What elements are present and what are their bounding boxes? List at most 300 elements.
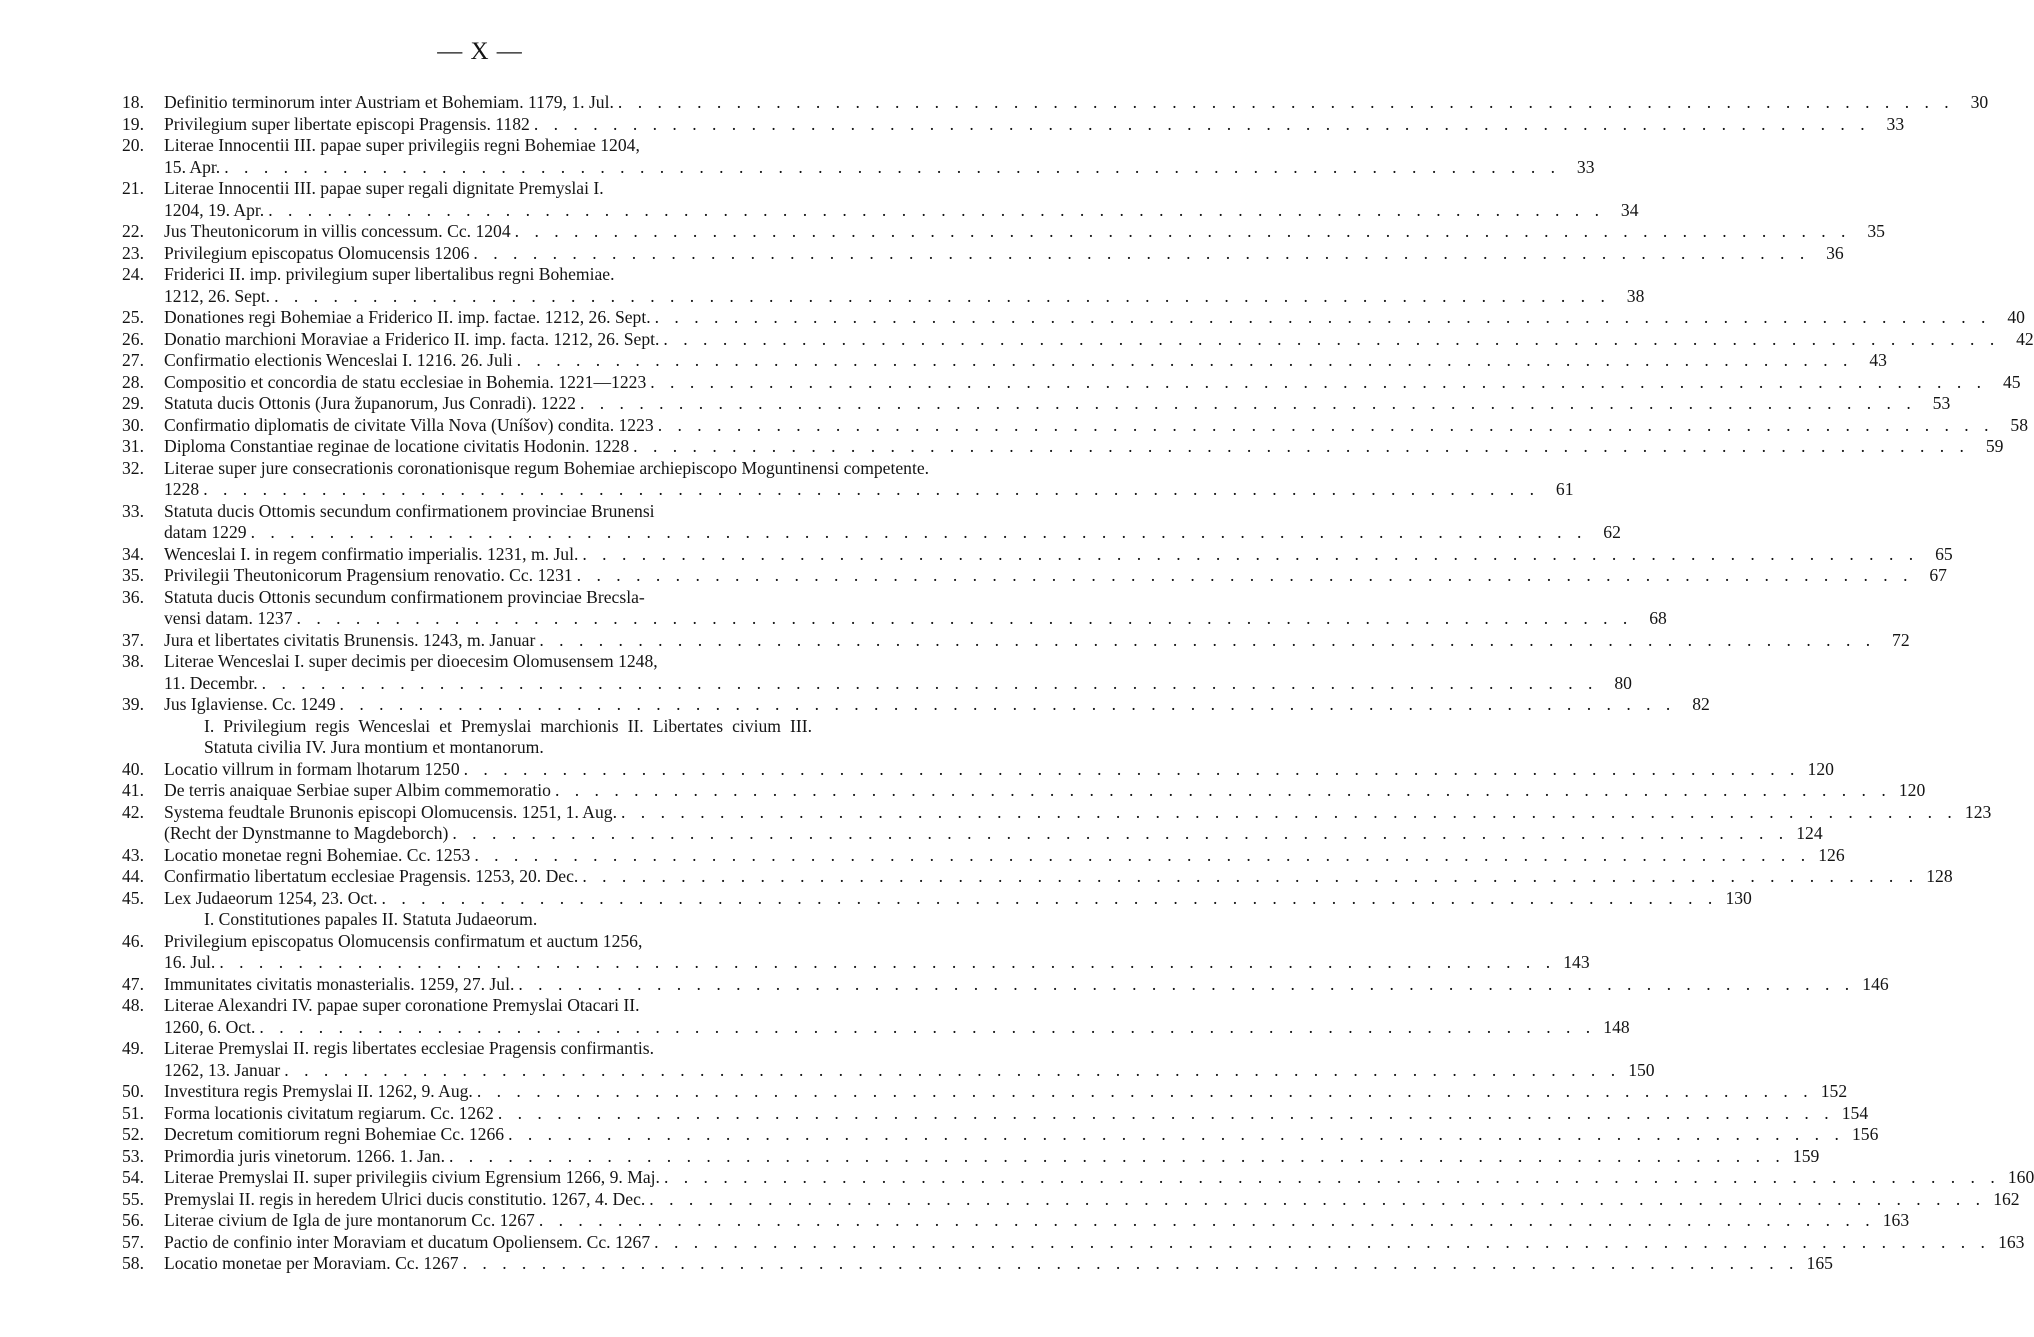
entry-title-end: 16. Jul.: [164, 952, 216, 972]
page-number: 154: [1841, 1102, 1869, 1123]
page-number: 150: [1628, 1059, 1655, 1080]
toc-entry: [122, 844, 1845, 867]
dot-leader: [297, 608, 1633, 630]
entry-number: 31.: [122, 436, 144, 456]
entry-text: [164, 780, 1925, 802]
entry-text: [164, 1146, 1819, 1168]
page-number: 120: [1898, 780, 1926, 800]
dot-leader: [621, 802, 1957, 824]
entry-title-end: Pactio de confinio inter Moraviam et ducatum Opoliensem. Cc. 1267: [164, 1231, 651, 1252]
page-number: 53: [1932, 393, 1951, 413]
entry-number: 19.: [122, 113, 144, 134]
entry-number: 38.: [122, 651, 144, 671]
toc-entry: [122, 629, 1910, 652]
toc-entry: [122, 758, 1834, 781]
page-number: 156: [1851, 1124, 1879, 1144]
entry-number: 52.: [122, 1124, 144, 1144]
entry-title-end: 1260, 6. Oct.: [164, 1016, 256, 1037]
page-number: 45: [2002, 371, 2021, 392]
toc-entry: [122, 92, 1989, 114]
entry-number: 28.: [122, 371, 144, 392]
entry-text: [164, 415, 2028, 437]
entry-title-end: Decretum comitiorum regni Bohemiae Cc. 1266: [164, 1124, 505, 1144]
entry-title-end: Literae Premyslai II. super privilegiis civium Egrensium 1266, 9. Maj.: [164, 1167, 660, 1187]
entry-last-line: [164, 823, 1823, 845]
dot-leader: [555, 780, 1891, 802]
entry-title-start: Statuta ducis Ottonis secundum confirmationem provinciae Brecsla-: [164, 586, 645, 607]
dot-leader: [474, 845, 1810, 867]
page-number: 82: [1692, 694, 1710, 714]
entry-number: 42.: [122, 801, 144, 822]
dot-leader: [340, 694, 1676, 716]
page-number: 165: [1806, 1253, 1833, 1273]
dot-leader: [382, 888, 1718, 910]
entry-title-end: datam 1229: [164, 522, 247, 542]
toc-entry: [122, 436, 2004, 458]
entry-title-end: Literae civium de Igla de jure montanorum Cc. 1267: [164, 1210, 535, 1230]
dot-leader: [633, 436, 1969, 458]
dot-leader: [664, 1167, 2000, 1189]
entry-text: [164, 307, 2025, 329]
entry-number: 25.: [122, 307, 144, 327]
entry-last-line: [164, 1081, 1847, 1103]
dot-leader: [649, 1189, 1985, 1211]
toc-entry: [122, 801, 1992, 824]
entry-title-start: Literae Alexandri IV. papae super coronatione Premyslai Otacari II.: [164, 995, 640, 1015]
entry-last-line: [164, 329, 2034, 351]
toc-entry: [122, 178, 1639, 221]
entry-last-line: [164, 243, 1844, 265]
entry-title-start: Literae Innocentii III. papae super regali dignitate Premyslai I.: [164, 178, 604, 198]
entry-title-end: Statuta ducis Ottonis (Jura županorum, Jus Conradi). 1222: [164, 393, 576, 413]
page-number: 33: [1576, 156, 1595, 177]
page-number: 126: [1818, 844, 1845, 865]
toc-entry: [122, 887, 1752, 910]
entry-text: [164, 544, 1953, 566]
page-number: 159: [1792, 1145, 1820, 1166]
page-number: 163: [1998, 1231, 2025, 1252]
page-number: 130: [1725, 887, 1752, 908]
table-of-contents: [122, 92, 2034, 1275]
entry-last-line: [164, 888, 1752, 910]
dot-leader: [582, 544, 1918, 566]
entry-title-end: Confirmatio libertatum ecclesiae Pragensis. 1253, 20. Dec.: [164, 866, 579, 886]
entry-text: [164, 630, 1910, 652]
entry-title-end: Donatio marchioni Moraviae a Friderico II. imp. facta. 1212, 26. Sept.: [164, 328, 660, 349]
entry-text: [164, 264, 1644, 307]
entry-number: 46.: [122, 930, 144, 951]
entry-number: 35.: [122, 565, 144, 585]
entry-title-end: 15. Apr.: [164, 156, 221, 177]
entry-title-end: Jus Theutonicorum in villis concessum. Cc. 1204: [164, 221, 511, 241]
entry-title-end: Premyslai II. regis in heredem Ulrici ducis constitutio. 1267, 4. Dec.: [164, 1188, 646, 1209]
page-number: 72: [1892, 629, 1910, 650]
entry-number: 45.: [122, 887, 144, 908]
entry-title-end: Privilegium super libertate episcopi Pragensis. 1182: [164, 113, 530, 134]
entry-last-line: [164, 608, 1667, 630]
toc-entry: [122, 1210, 1910, 1232]
entry-last-line: [164, 759, 1834, 781]
toc-entry: [122, 1188, 2020, 1211]
entry-title-end: Immunitates civitatis monasterialis. 1259, 27. Jul.: [164, 973, 515, 994]
dot-leader: [262, 673, 1598, 695]
entry-last-line: [164, 1060, 1655, 1082]
entry-title-end: Locatio monetae regni Bohemiae. Cc. 1253: [164, 844, 471, 865]
entry-last-line: [164, 866, 1953, 888]
entry-last-line: [164, 974, 1889, 996]
entry-text: [164, 350, 1887, 372]
entry-last-line: [164, 1210, 1909, 1232]
entry-title-end: 11. Decembr.: [164, 672, 258, 693]
dot-leader: [518, 974, 1854, 996]
dot-leader: [580, 393, 1916, 415]
entry-text: [164, 1232, 2024, 1254]
entry-text: [164, 1167, 2034, 1189]
page-number: 152: [1820, 1081, 1848, 1101]
entry-title-start: Literae Wenceslai I. super decimis per dioecesim Olomusensem 1248,: [164, 651, 658, 671]
entry-last-line: [164, 1017, 1630, 1039]
entry-title-end: 1228: [164, 479, 200, 499]
entry-title-end: Investitura regis Premyslai II. 1262, 9. Aug.: [164, 1081, 473, 1101]
entry-text: [164, 995, 1630, 1038]
entry-number: 27.: [122, 350, 144, 370]
entry-last-line: [164, 1124, 1878, 1146]
entry-number: 37.: [122, 629, 144, 650]
entry-text: [164, 845, 1845, 867]
entry-text: [164, 178, 1639, 221]
page-number: 36: [1826, 242, 1844, 263]
entry-title-end: Primordia juris vinetorum. 1266. 1. Jan.: [164, 1145, 445, 1166]
entry-text: [164, 458, 1573, 501]
toc-entry: [122, 113, 1905, 136]
entry-last-line: [164, 522, 1621, 544]
toc-entry: [122, 264, 1645, 307]
entry-last-line: [164, 845, 1845, 867]
toc-entry: [122, 457, 1574, 501]
entry-last-line: [164, 1103, 1868, 1125]
entry-title-end: 1204, 19. Apr.: [164, 199, 265, 220]
entry-title-end: Wenceslai I. in regem confirmatio imperialis. 1231, m. Jul.: [164, 543, 579, 564]
dot-leader: [464, 759, 1800, 781]
entry-number: 21.: [122, 178, 144, 198]
entry-last-line: [164, 1167, 2034, 1189]
entry-title-start: Statuta ducis Ottomis secundum confirmationem provinciae Brunensi: [164, 500, 655, 521]
entry-title-end: Lex Judaeorum 1254, 23. Oct.: [164, 887, 378, 908]
page-number: 34: [1620, 199, 1639, 220]
page-number: 68: [1649, 608, 1667, 628]
toc-entry: [122, 866, 1953, 888]
dot-leader: [539, 630, 1875, 652]
entry-last-line: [164, 200, 1639, 222]
dot-leader: [655, 307, 1991, 329]
entry-title-start: Literae super jure consecrationis coronationisque regum Bohemiae archiepiscopo Moguntinensi competente.: [164, 457, 930, 478]
toc-entry: [122, 414, 2028, 437]
entry-title-end: Jura et libertates civitatis Brunensis. 1243, m. Januar: [164, 629, 536, 650]
page-number: 162: [1993, 1188, 2020, 1209]
page-number: 124: [1796, 823, 1823, 843]
entry-number: 29.: [122, 393, 144, 413]
entry-title-end: Confirmatio diplomatis de civitate Villa Nova (Uníšov) condita. 1223: [164, 414, 654, 435]
entry-text: [164, 565, 1947, 587]
entry-text: [164, 888, 1752, 910]
toc-entry: [122, 393, 1951, 415]
entry-number: 40.: [122, 758, 144, 779]
toc-entry: [122, 307, 2025, 329]
page-number: 42: [2016, 328, 2034, 349]
entry-number: 43.: [122, 844, 144, 865]
dot-leader: [449, 1146, 1785, 1168]
dot-leader: [539, 1210, 1875, 1232]
entry-title-end: (Recht der Dynstmanne to Magdeborch): [164, 823, 449, 843]
dot-leader: [284, 1060, 1620, 1082]
entry-text: [164, 759, 1834, 781]
entry-title-end: 1262, 13. Januar: [164, 1059, 281, 1080]
entry-title-end: vensi datam. 1237: [164, 608, 293, 628]
entry-title-end: Definitio terminorum inter Austriam et Bohemiam. 1179, 1. Jul.: [164, 92, 614, 112]
toc-entry: [122, 1253, 1833, 1275]
toc-entry: [122, 1081, 1848, 1103]
toc-entry: [122, 694, 1710, 716]
entry-number: 50.: [122, 1081, 144, 1101]
entry-text: [164, 866, 1953, 888]
dot-leader: [463, 1253, 1799, 1275]
page-number: 62: [1603, 522, 1621, 542]
entry-number: 30.: [122, 414, 144, 435]
entry-text: [164, 1189, 2020, 1211]
entry-last-line: [164, 350, 1887, 372]
entry-last-line: [164, 114, 1904, 136]
toc-entry: [122, 1102, 1869, 1125]
dot-leader: [577, 565, 1913, 587]
entry-text: [164, 114, 1904, 136]
dot-leader: [473, 243, 1809, 265]
toc-entry: [122, 371, 2021, 394]
entry-number: 33.: [122, 500, 144, 521]
page-number: 160: [2007, 1167, 2034, 1187]
entry-text: [164, 92, 1988, 114]
page-number: 40: [2007, 307, 2025, 327]
entry-number: 49.: [122, 1038, 144, 1058]
entry-title-end: Locatio monetae per Moraviam. Cc. 1267: [164, 1253, 459, 1273]
dot-leader: [259, 1017, 1595, 1039]
page-number: 67: [1929, 565, 1947, 585]
toc-entry: [122, 242, 1844, 265]
dot-leader: [251, 522, 1587, 544]
entry-title-end: Forma locationis civitatum regiarum. Cc. 1262: [164, 1102, 494, 1123]
dot-leader: [268, 200, 1604, 222]
entry-number: 32.: [122, 457, 144, 478]
entry-title-start: Privilegium episcopatus Olomucensis confirmatum et auctum 1256,: [164, 930, 643, 951]
entry-title-end: Confirmatio electionis Wenceslai I. 1216. 26. Juli: [164, 350, 513, 370]
toc-entry: [122, 1167, 2034, 1189]
toc-entry: [122, 500, 1621, 544]
entry-number: 24.: [122, 264, 144, 284]
entry-last-line: [164, 952, 1590, 974]
toc-entry: [122, 930, 1590, 974]
entry-title-end: De terris anaiquae Serbiae super Albim commemoratio: [164, 780, 551, 800]
entry-title-end: Diploma Constantiae reginae de locatione civitatis Hodonin. 1228: [164, 436, 630, 456]
entry-last-line: [164, 544, 1953, 566]
toc-entry: [122, 221, 1885, 243]
toc-entry: [122, 586, 1667, 630]
page-number: 80: [1614, 672, 1632, 693]
page-number: 143: [1563, 952, 1590, 972]
page-header: — X —: [437, 38, 523, 65]
page-number: 59: [1985, 436, 2004, 456]
entry-last-line: [164, 372, 2021, 394]
entry-number: [122, 823, 164, 845]
page-number: 58: [2010, 414, 2028, 435]
subsection-note: I. Privilegium regis Wenceslai et Premyslai marchionis II. Libertates civium III. Statuta civilia IV. Jura montium et montanorum.: [204, 715, 812, 757]
entry-last-line: [164, 1232, 2024, 1254]
entry-title-end: Systema feudtale Brunonis episcopi Olomucensis. 1251, 1. Aug.: [164, 801, 617, 822]
entry-last-line: [164, 694, 1710, 716]
entry-title-end: Donationes regi Bohemiae a Friderico II. imp. factae. 1212, 26. Sept.: [164, 307, 651, 327]
page-number: 65: [1935, 543, 1953, 564]
entry-text: [164, 587, 1667, 630]
entry-title-end: Privilegii Theutonicorum Pragensium renovatio. Cc. 1231: [164, 565, 573, 585]
entry-last-line: [164, 415, 2028, 437]
entry-number: 22.: [122, 221, 144, 241]
entry-number: 44.: [122, 866, 144, 886]
entry-number: 41.: [122, 780, 144, 800]
entry-number: 26.: [122, 328, 144, 349]
toc-entry: [122, 651, 1632, 694]
entry-number: 47.: [122, 973, 144, 994]
toc-entry: [122, 350, 1887, 372]
entry-last-line: [164, 393, 1950, 415]
entry-number: 36.: [122, 586, 144, 607]
entry-last-line: [164, 1253, 1833, 1275]
entry-text: [164, 393, 1950, 415]
entry-last-line: [164, 1189, 2020, 1211]
dot-leader: [219, 952, 1555, 974]
toc-entry: [122, 328, 2034, 351]
toc-entry: [122, 543, 1953, 566]
toc-entry: [122, 973, 1889, 996]
entry-text: [164, 823, 1823, 845]
toc-entry: [122, 135, 1595, 178]
toc-entry: [122, 780, 1926, 802]
entry-number: 20.: [122, 135, 144, 155]
page-number: 163: [1882, 1210, 1910, 1230]
page-number: 123: [1964, 801, 1992, 822]
entry-text: [164, 329, 2034, 351]
page-number: 43: [1869, 350, 1887, 370]
page-number: 61: [1555, 479, 1574, 499]
entry-number: 57.: [122, 1231, 144, 1252]
entry-text: [164, 501, 1621, 544]
entry-last-line: [164, 157, 1595, 179]
dot-leader: [582, 866, 1918, 888]
entry-text: [164, 974, 1889, 996]
entry-last-line: [164, 221, 1885, 243]
entry-last-line: [164, 307, 2025, 329]
entry-title-start: Literae Innocentii III. papae super privilegiis regni Bohemiae 1204,: [164, 135, 640, 155]
entry-text: [164, 1253, 1833, 1275]
entry-last-line: [164, 802, 1991, 824]
entry-text: [164, 221, 1885, 243]
entry-text: [164, 1210, 1909, 1232]
entry-text: [164, 802, 1991, 824]
dot-leader: [508, 1124, 1844, 1146]
entry-last-line: [164, 286, 1644, 308]
toc-entry: [122, 1038, 1655, 1081]
entry-last-line: [164, 1146, 1819, 1168]
entry-text: [164, 1081, 1847, 1103]
entry-text: [164, 135, 1595, 178]
entry-last-line: [164, 92, 1988, 114]
entry-number: 39.: [122, 694, 144, 714]
entry-last-line: [164, 780, 1925, 802]
dot-leader: [515, 221, 1851, 243]
entry-text: [164, 651, 1632, 694]
dot-leader: [517, 350, 1853, 372]
entry-number: 34.: [122, 543, 144, 564]
dot-leader: [203, 479, 1539, 501]
entry-title-end: Privilegium episcopatus Olomucensis 1206: [164, 242, 470, 263]
entry-title-start: Friderici II. imp. privilegium super libertalibus regni Bohemiae.: [164, 264, 615, 284]
toc-entry: [122, 995, 1630, 1038]
entry-number: 53.: [122, 1145, 144, 1166]
entry-number: 55.: [122, 1188, 144, 1209]
page-number: 148: [1603, 1016, 1630, 1037]
dot-leader: [224, 157, 1560, 179]
page-number: 33: [1886, 113, 1905, 134]
page-number: 38: [1626, 285, 1645, 306]
subsection-note: I. Constitutiones papales II. Statuta Judaeorum.: [204, 909, 538, 929]
entry-title-end: Compositio et concordia de statu ecclesiae in Bohemia. 1221—1223: [164, 371, 647, 392]
dot-leader: [618, 92, 1954, 114]
entry-title-end: 1212, 26. Sept.: [164, 285, 271, 306]
entry-text: [164, 436, 2003, 458]
entry-text: [164, 694, 1710, 716]
entry-last-line: [164, 673, 1632, 695]
entry-text: [164, 1124, 1878, 1146]
toc-entry: [122, 823, 1823, 845]
entry-text: [164, 243, 1844, 265]
entry-number: 18.: [122, 92, 144, 112]
page-number: 146: [1862, 973, 1889, 994]
entry-text: [164, 372, 2021, 394]
page-number: 128: [1926, 866, 1953, 886]
dot-leader: [452, 823, 1788, 845]
page-number: 35: [1867, 221, 1885, 241]
dot-leader: [658, 415, 1994, 437]
toc-entry: [122, 1145, 1820, 1168]
toc-entry: [122, 565, 1947, 587]
entry-last-line: [164, 630, 1910, 652]
entry-text: [164, 1038, 1655, 1081]
page-number: 30: [1970, 92, 1989, 112]
page-number: 120: [1807, 758, 1834, 779]
entry-last-line: [164, 479, 1573, 501]
dot-leader: [663, 329, 1999, 351]
dot-leader: [650, 372, 1986, 394]
entry-number: 54.: [122, 1167, 144, 1187]
entry-number: 51.: [122, 1102, 144, 1123]
toc-entry: [122, 1231, 2025, 1254]
dot-leader: [477, 1081, 1813, 1103]
entry-title-end: Locatio villrum in formam lhotarum 1250: [164, 758, 460, 779]
entry-number: 56.: [122, 1210, 144, 1230]
entry-title-start: Literae Premyslai II. regis libertates ecclesiae Pragensis confirmantis.: [164, 1038, 654, 1058]
entry-title-end: Jus Iglaviense. Cc. 1249: [164, 694, 336, 714]
entry-text: [164, 1103, 1868, 1125]
entry-number: 48.: [122, 995, 144, 1015]
dot-leader: [654, 1232, 1990, 1254]
entry-last-line: [164, 436, 2003, 458]
